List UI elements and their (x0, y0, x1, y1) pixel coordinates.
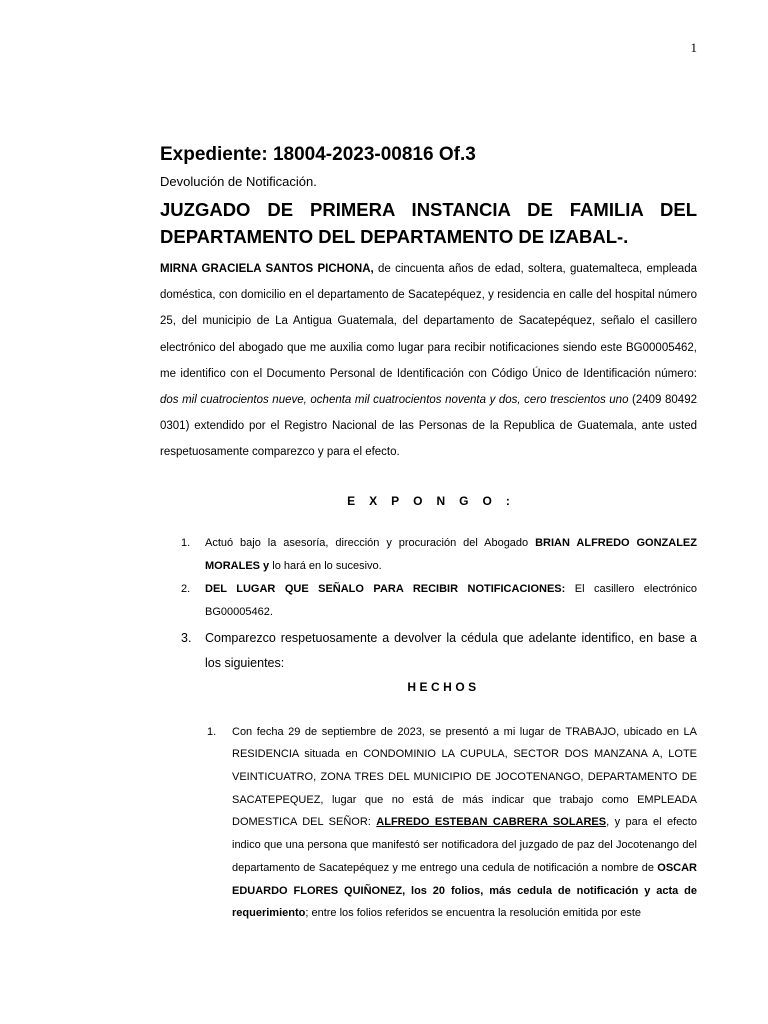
item-bold-text: DEL LUGAR QUE SEÑALO PARA RECIBIR NOTIFICACIONES: (205, 582, 566, 595)
employer-name: ALFREDO ESTEBAN CABRERA SOLARES (376, 816, 607, 829)
item-number: 3. (181, 630, 192, 645)
id-number-words: dos mil cuatrocientos nueve, ochenta mil cuatrocientos noventa y dos, cero trescientos uno (160, 394, 629, 407)
hechos-list (160, 721, 697, 925)
case-number-heading: Expediente: 18004-2023-00816 Of.3 (160, 144, 476, 165)
hechos-item-1 (160, 721, 697, 925)
expongo-heading: EXPONGO: (347, 493, 524, 508)
expongo-item-1 (160, 532, 697, 578)
item-text: Con fecha 29 de septiembre de 2023, se presentó a mi lugar de TRABAJO, ubicado en LA RESIDENCIA situada en CONDOMINIO LA CUPULA, SECTOR DOS MANZANA A, LOTE VEINTICUATRO, ZONA TRES DEL MUNICIPIO DE JOCOTENANGO, DEPARTAMENTO DE SACATEPEQUEZ, lugar que no está de más indicar que trabajo como EMPLEADA DOMESTICA DEL SEÑOR: (232, 725, 697, 829)
expongo-item-3 (160, 626, 697, 676)
intro-text-2: (2409 80492 0301) extendido por el Registro Nacional de las Personas de la Republica de Guatemala, ante usted respetuosamente comparezco y para el efecto. (160, 394, 697, 459)
lawyer-name: BRIAN ALFREDO GONZALEZ MORALES y (205, 536, 697, 572)
court-heading-line-2: DEPARTAMENTO DEL DEPARTAMENTO DE IZABAL-. (160, 226, 629, 247)
court-heading-line-1: JUZGADO DE PRIMERA INSTANCIA DE FAMILIA DEL (160, 199, 697, 220)
expongo-list (160, 532, 697, 676)
document-subtitle: Devolución de Notificación. (160, 174, 317, 189)
expongo-item-2 (160, 578, 697, 624)
item-text: El casillero electrónico BG00005462. (205, 582, 697, 618)
item-number: 1. (181, 536, 191, 549)
item-number: 2. (181, 582, 191, 595)
item-text: ; entre los folios referidos se encuentra la resolución emitida por este (305, 907, 642, 920)
item-bold-text: OSCAR EDUARDO FLORES QUIÑONEZ, los 20 folios, más cedula de notificación y acta de requerimiento (232, 861, 697, 920)
document-body (160, 144, 697, 925)
item-text: Comparezco respetuosamente a devolver la cédula que adelante identifico, en base a los siguientes: (205, 630, 697, 670)
item-text: lo hará en lo sucesivo. (269, 559, 382, 572)
item-number: 1. (207, 725, 217, 738)
item-text: , y para el efecto indico que una persona que manifestó ser notificadora del juzgado de paz del Jocotenango del departamento de Sacatepéquez y me entrego una cedula de notificación a nombre de (232, 816, 697, 874)
court-heading (160, 196, 697, 250)
item-text: Actuó bajo la asesoría, dirección y procuración del Abogado (205, 536, 536, 549)
intro-text-1: de cincuenta años de edad, soltera, guatemalteca, empleada doméstica, con domicilio en el departamento de Sacatepéquez, y residencia en calle del hospital número 25, del municipio de La Antigua Guatemala, del departamento de Sacatepéquez, señalo el casillero electrónico del abogado que me auxilia como lugar para recibir notificaciones siendo este BG00005462, me identifico con el Documento Personal de Identificación con Código Único de Identificación número: (160, 263, 697, 380)
intro-paragraph (160, 256, 697, 466)
page-number: 1 (690, 40, 697, 55)
petitioner-name: MIRNA GRACIELA SANTOS PICHONA, (160, 263, 374, 275)
hechos-heading: HECHOS (407, 679, 480, 694)
